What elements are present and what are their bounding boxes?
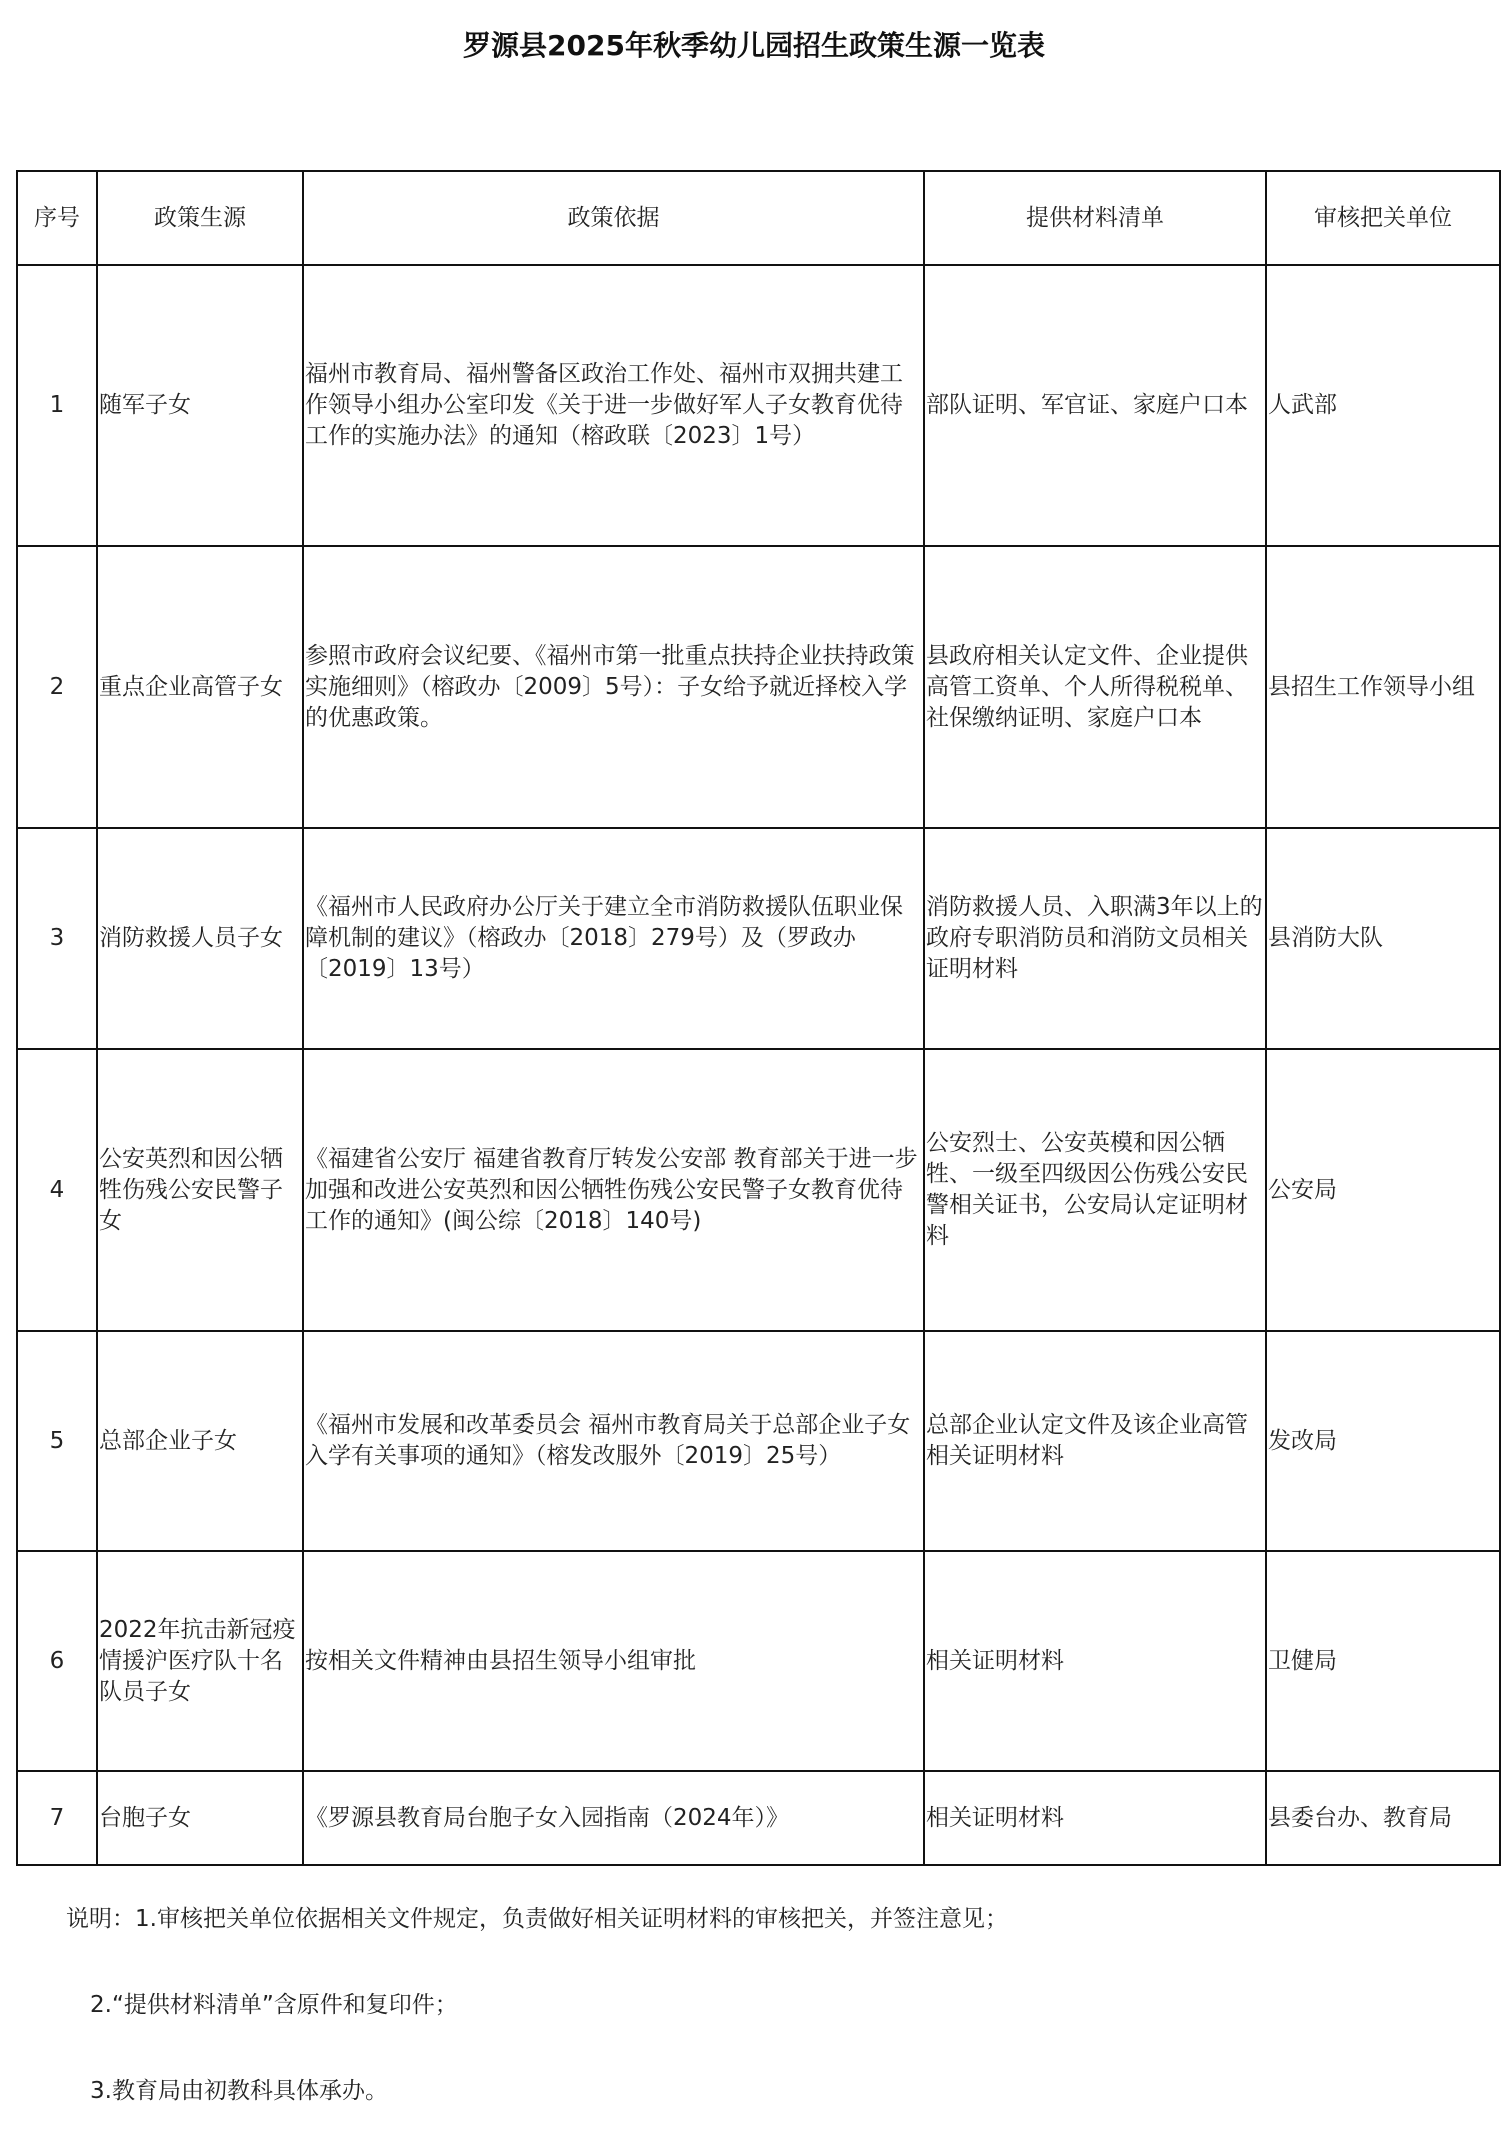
cell-index: 3 [17, 828, 97, 1049]
table-row [17, 1049, 1500, 1331]
note-2: 2.“提供材料清单”含原件和复印件； [90, 1992, 458, 2018]
cell-review-unit: 卫健局 [1266, 1551, 1500, 1771]
cell-materials: 公安烈士、公安英模和因公牺牲、一级至四级因公伤残公安民警相关证书，公安局认定证明材料 [924, 1049, 1266, 1331]
cell-materials: 消防救援人员、入职满3年以上的政府专职消防员和消防文员相关证明材料 [924, 828, 1266, 1049]
header-materials: 提供材料清单 [924, 171, 1266, 265]
table-row [17, 1551, 1500, 1771]
cell-review-unit: 县消防大队 [1266, 828, 1500, 1049]
cell-policy-basis: 按相关文件精神由县招生领导小组审批 [303, 1551, 924, 1771]
note-1: 说明：1.审核把关单位依据相关文件规定，负责做好相关证明材料的审核把关，并签注意见； [66, 1906, 1008, 1932]
cell-policy-basis: 参照市政府会议纪要、《福州市第一批重点扶持企业扶持政策实施细则》（榕政办〔2009〕5号）：子女给予就近择校入学的优惠政策。 [303, 546, 924, 828]
cell-review-unit: 人武部 [1266, 265, 1500, 546]
table-header-row [17, 171, 1500, 265]
cell-index: 5 [17, 1331, 97, 1551]
cell-policy-source: 公安英烈和因公牺牲伤残公安民警子女 [97, 1049, 303, 1331]
cell-policy-source: 消防救援人员子女 [97, 828, 303, 1049]
cell-index: 6 [17, 1551, 97, 1771]
cell-index: 7 [17, 1771, 97, 1865]
cell-review-unit: 发改局 [1266, 1331, 1500, 1551]
cell-materials: 部队证明、军官证、家庭户口本 [924, 265, 1266, 546]
cell-index: 4 [17, 1049, 97, 1331]
header-policy-basis: 政策依据 [303, 171, 924, 265]
table-row [17, 828, 1500, 1049]
cell-policy-basis: 《福建省公安厅 福建省教育厅转发公安部 教育部关于进一步加强和改进公安英烈和因公牺牲伤残公安民警子女教育优待工作的通知》(闽公综〔2018〕140号) [303, 1049, 924, 1331]
cell-materials: 相关证明材料 [924, 1771, 1266, 1865]
cell-policy-basis: 《罗源县教育局台胞子女入园指南（2024年）》 [303, 1771, 924, 1865]
cell-policy-basis: 《福州市人民政府办公厅关于建立全市消防救援队伍职业保障机制的建议》（榕政办〔2018〕279号）及（罗政办〔2019〕13号） [303, 828, 924, 1049]
cell-review-unit: 县委台办、教育局 [1266, 1771, 1500, 1865]
cell-index: 2 [17, 546, 97, 828]
page-title: 罗源县2025年秋季幼儿园招生政策生源一览表 [463, 29, 1045, 62]
table-row [17, 1331, 1500, 1551]
cell-policy-basis: 福州市教育局、福州警备区政治工作处、福州市双拥共建工作领导小组办公室印发《关于进一步做好军人子女教育优待工作的实施办法》的通知（榕政联〔2023〕1号） [303, 265, 924, 546]
cell-materials: 相关证明材料 [924, 1551, 1266, 1771]
policy-table [16, 170, 1501, 1866]
header-index: 序号 [17, 171, 97, 265]
cell-index: 1 [17, 265, 97, 546]
header-policy-source: 政策生源 [97, 171, 303, 265]
cell-policy-source: 随军子女 [97, 265, 303, 546]
cell-policy-source: 总部企业子女 [97, 1331, 303, 1551]
cell-policy-source: 台胞子女 [97, 1771, 303, 1865]
cell-review-unit: 县招生工作领导小组 [1266, 546, 1500, 828]
note-3: 3.教育局由初教科具体承办。 [90, 2078, 388, 2104]
table-row [17, 546, 1500, 828]
cell-review-unit: 公安局 [1266, 1049, 1500, 1331]
cell-policy-basis: 《福州市发展和改革委员会 福州市教育局关于总部企业子女入学有关事项的通知》（榕发改服外〔2019〕25号） [303, 1331, 924, 1551]
cell-policy-source: 重点企业高管子女 [97, 546, 303, 828]
table-row [17, 1771, 1500, 1865]
table-row [17, 265, 1500, 546]
cell-materials: 县政府相关认定文件、企业提供高管工资单、个人所得税税单、社保缴纳证明、家庭户口本 [924, 546, 1266, 828]
header-review-unit: 审核把关单位 [1266, 171, 1500, 265]
cell-policy-source: 2022年抗击新冠疫情援沪医疗队十名队员子女 [97, 1551, 303, 1771]
cell-materials: 总部企业认定文件及该企业高管相关证明材料 [924, 1331, 1266, 1551]
